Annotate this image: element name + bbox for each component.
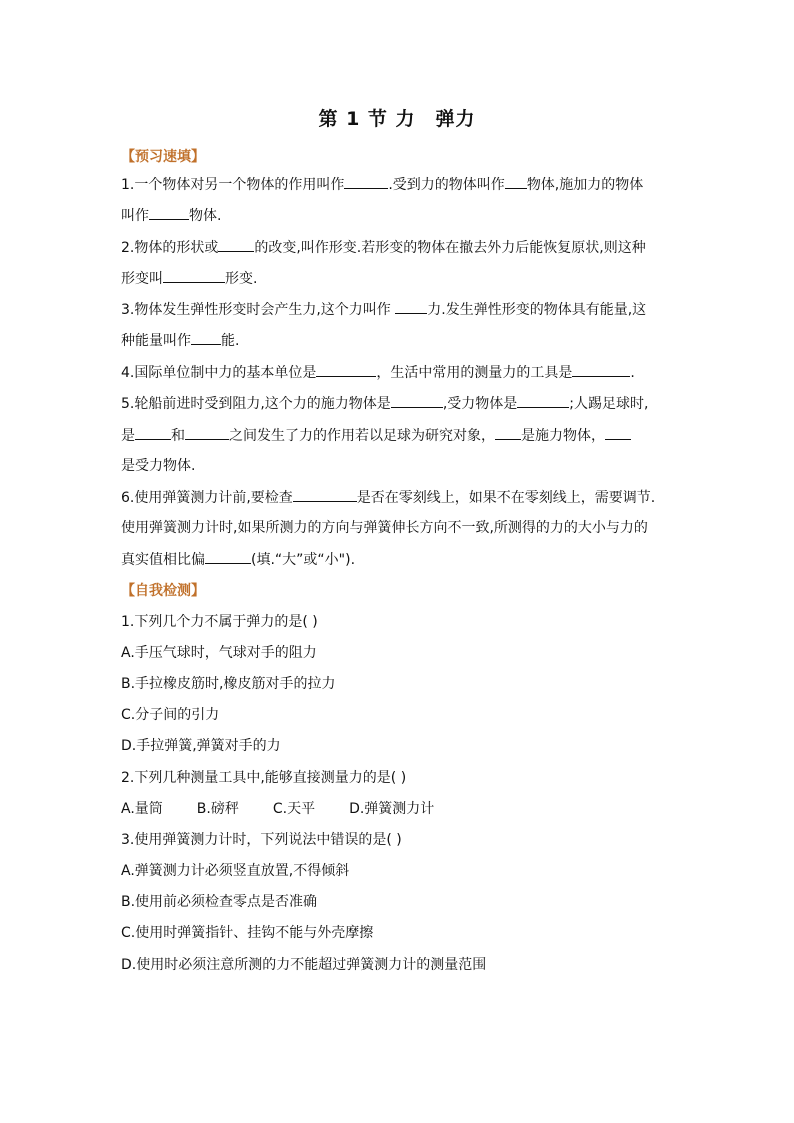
self-q2-options — [121, 799, 434, 819]
pre-q6-line1: 6.使用弹簧测力计前,要检查 是否在零刻线上，如果不在零刻线上，需要调节. — [121, 487, 655, 508]
answer-blank[interactable] — [218, 237, 254, 252]
pre-q6-line2: 使用弹簧测力计时,如果所测力的方向与弹簧伸长方向不一致,所测得的力的大小与力的 — [121, 520, 648, 536]
pre-q3-line2: 种能量叫作 能. — [121, 330, 239, 351]
answer-blank[interactable] — [149, 205, 189, 220]
answer-blank[interactable] — [205, 549, 251, 564]
answer-blank[interactable] — [185, 425, 229, 440]
pre-q6-line3: 真实值相比偏 (填.“大”或“小"). — [121, 549, 355, 570]
answer-blank[interactable] — [163, 268, 225, 283]
self-q3-option-c[interactable]: C.使用时弹簧指针、挂钩不能与外壳摩擦 — [121, 925, 374, 941]
section-heading-preview: 【预习速填】 — [121, 149, 205, 165]
answer-blank[interactable] — [505, 174, 527, 189]
self-q2-option-d[interactable]: D.弹簧测力计 — [349, 801, 435, 817]
pre-q3-line1: 3.物体发生弹性形变时会产生力,这个力叫作 力.发生弹性形变的物体具有能量,这 — [121, 299, 646, 320]
answer-blank[interactable] — [605, 425, 631, 440]
self-q2-stem: 2.下列几种测量工具中,能够直接测量力的是( ) — [121, 770, 407, 786]
self-q1-stem: 1.下列几个力不属于弹力的是( ) — [121, 614, 318, 630]
answer-blank[interactable] — [395, 299, 427, 314]
self-q1-option-d[interactable]: D.手拉弹簧,弹簧对手的力 — [121, 738, 281, 754]
answer-blank[interactable] — [135, 425, 171, 440]
pre-q4-line: 4.国际单位制中力的基本单位是 ，生活中常用的测量力的工具是 . — [121, 362, 635, 383]
self-q2-option-b[interactable]: B.磅秤 — [196, 801, 239, 817]
self-q1-option-a[interactable]: A.手压气球时，气球对手的阻力 — [121, 645, 317, 661]
pre-q2-line1: 2.物体的形状或 的改变,叫作形变.若形变的物体在撤去外力后能恢复原状,则这种 — [121, 237, 646, 258]
pre-q1-line1: 1.一个物体对另一个物体的作用叫作 .受到力的物体叫作 物体,施加力的物体 — [121, 174, 643, 195]
answer-blank[interactable] — [293, 487, 357, 502]
self-q3-stem: 3.使用弹簧测力计时，下列说法中错误的是( ) — [121, 832, 402, 848]
self-q3-option-d[interactable]: D.使用时必须注意所测的力不能超过弹簧测力计的测量范围 — [121, 957, 487, 973]
self-q1-option-c[interactable]: C.分子间的引力 — [121, 707, 220, 723]
section-heading-self-check: 【自我检测】 — [121, 583, 205, 599]
page-title: 第 1 节 力 弹力 — [318, 108, 476, 130]
pre-q5-line1: 5.轮船前进时受到阻力,这个力的施力物体是 ,受力物体是 ;人踢足球时, — [121, 393, 648, 414]
answer-blank[interactable] — [495, 425, 521, 440]
pre-q5-line3: 是受力物体. — [121, 458, 196, 474]
answer-blank[interactable] — [344, 174, 388, 189]
answer-blank[interactable] — [316, 362, 376, 377]
self-q3-option-a[interactable]: A.弹簧测力计必须竖直放置,不得倾斜 — [121, 863, 350, 879]
pre-q1-line2: 叫作 物体. — [121, 205, 221, 226]
answer-blank[interactable] — [391, 393, 443, 408]
answer-blank[interactable] — [572, 362, 630, 377]
pre-q2-line2: 形变叫 形变. — [121, 268, 257, 289]
self-q1-option-b[interactable]: B.手拉橡皮筋时,橡皮筋对手的拉力 — [121, 676, 336, 692]
self-q2-option-a[interactable]: A.量筒 — [121, 801, 163, 817]
pre-q5-line2: 是 和 之间发生了力的作用若以足球为研究对象， 是施力物体， — [121, 425, 631, 446]
self-q2-option-c[interactable]: C.天平 — [272, 801, 316, 817]
answer-blank[interactable] — [191, 330, 221, 345]
answer-blank[interactable] — [517, 393, 569, 408]
self-q3-option-b[interactable]: B.使用前必须检查零点是否准确 — [121, 894, 318, 910]
